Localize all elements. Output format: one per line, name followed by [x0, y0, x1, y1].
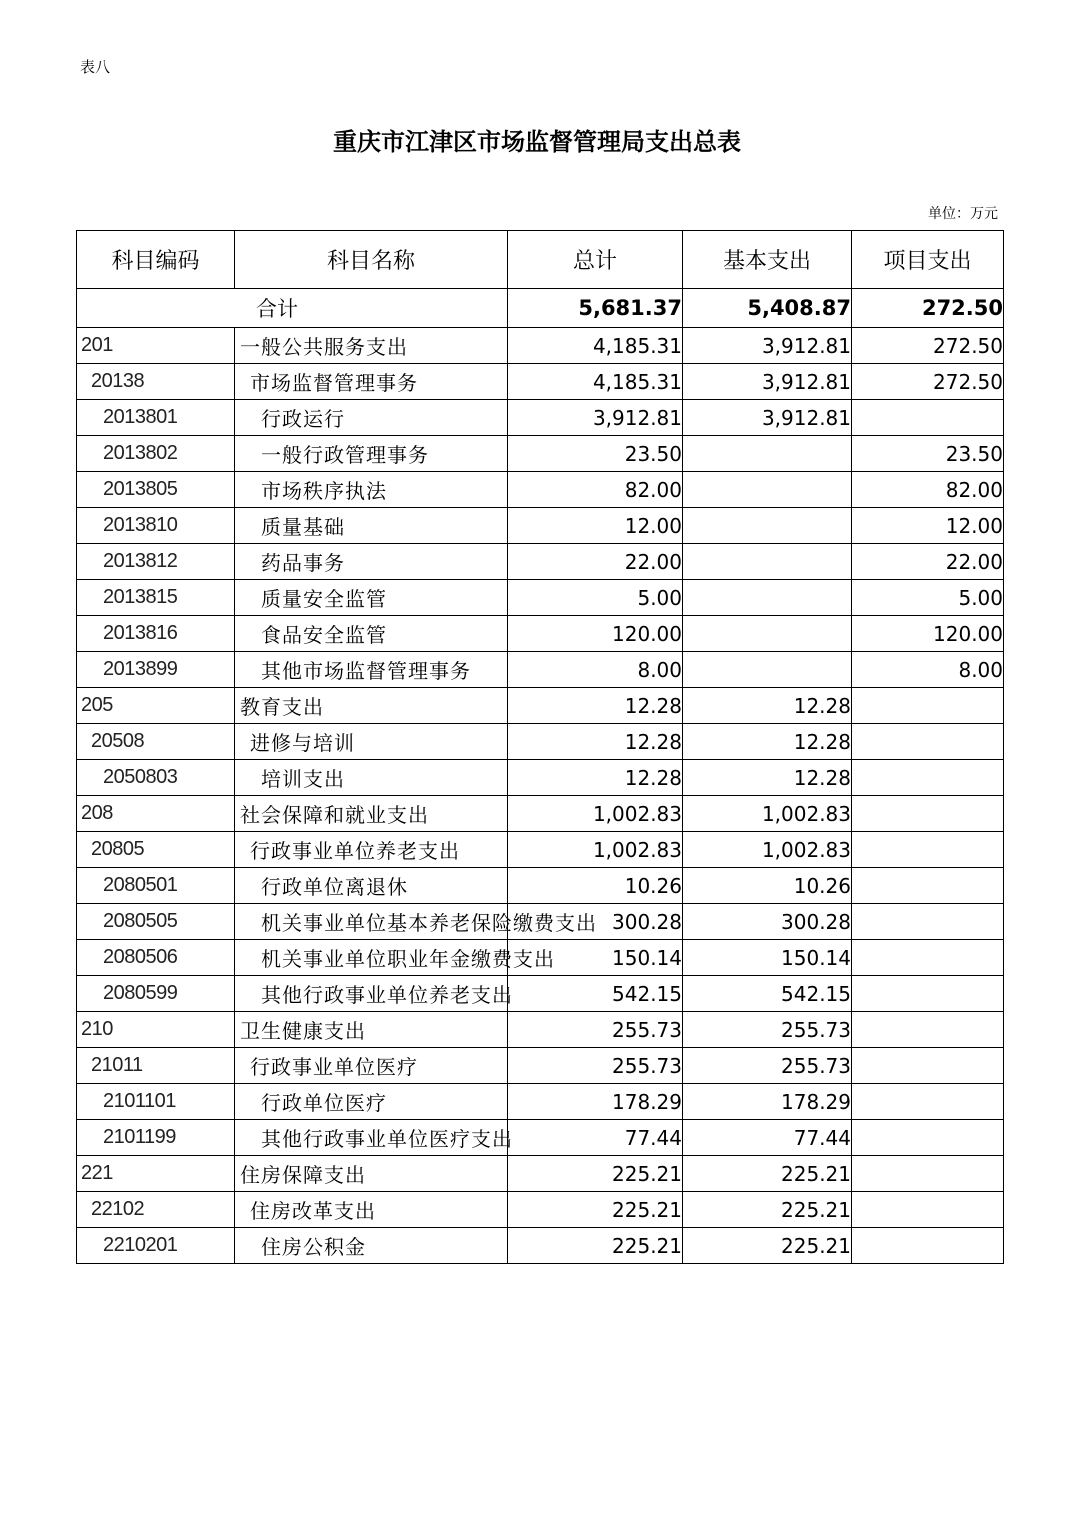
row-name: 药品事务	[235, 544, 508, 580]
row-name: 市场监督管理事务	[235, 364, 508, 400]
row-code: 205	[77, 688, 235, 724]
row-basic: 255.73	[683, 1048, 852, 1084]
row-code: 2080506	[77, 940, 235, 976]
row-total: 300.28	[508, 904, 683, 940]
row-name: 机关事业单位基本养老保险缴费支出	[235, 904, 508, 940]
total-amount: 5,681.37	[508, 289, 683, 328]
row-basic: 225.21	[683, 1228, 852, 1264]
row-basic: 225.21	[683, 1156, 852, 1192]
row-project	[852, 868, 1004, 904]
row-code: 21011	[77, 1048, 235, 1084]
total-basic: 5,408.87	[683, 289, 852, 328]
row-name: 住房改革支出	[235, 1192, 508, 1228]
row-basic	[683, 652, 852, 688]
row-code: 2080501	[77, 868, 235, 904]
row-project	[852, 688, 1004, 724]
row-code: 2080505	[77, 904, 235, 940]
row-project: 272.50	[852, 364, 1004, 400]
row-total: 10.26	[508, 868, 683, 904]
row-project: 22.00	[852, 544, 1004, 580]
row-name: 行政单位离退休	[235, 868, 508, 904]
row-code: 221	[77, 1156, 235, 1192]
row-project	[852, 760, 1004, 796]
table-row	[77, 1012, 1004, 1048]
row-project: 23.50	[852, 436, 1004, 472]
table-row	[77, 760, 1004, 796]
row-total: 3,912.81	[508, 400, 683, 436]
row-basic: 300.28	[683, 904, 852, 940]
table-row	[77, 616, 1004, 652]
row-basic: 255.73	[683, 1012, 852, 1048]
row-name: 一般行政管理事务	[235, 436, 508, 472]
row-basic: 12.28	[683, 760, 852, 796]
table-row	[77, 436, 1004, 472]
row-project: 120.00	[852, 616, 1004, 652]
row-name: 社会保障和就业支出	[235, 796, 508, 832]
row-code: 2013899	[77, 652, 235, 688]
row-project: 272.50	[852, 328, 1004, 364]
table-row	[77, 580, 1004, 616]
row-project	[852, 1084, 1004, 1120]
row-total: 5.00	[508, 580, 683, 616]
row-code: 2013801	[77, 400, 235, 436]
row-project: 5.00	[852, 580, 1004, 616]
row-basic	[683, 580, 852, 616]
row-name: 行政事业单位医疗	[235, 1048, 508, 1084]
row-code: 2013810	[77, 508, 235, 544]
row-basic: 12.28	[683, 724, 852, 760]
row-code: 20805	[77, 832, 235, 868]
row-name: 机关事业单位职业年金缴费支出	[235, 940, 508, 976]
row-total: 4,185.31	[508, 328, 683, 364]
row-name: 行政运行	[235, 400, 508, 436]
table-row	[77, 1084, 1004, 1120]
row-total: 178.29	[508, 1084, 683, 1120]
row-project	[852, 976, 1004, 1012]
row-code: 2013812	[77, 544, 235, 580]
row-code: 2050803	[77, 760, 235, 796]
row-name: 进修与培训	[235, 724, 508, 760]
row-code: 20508	[77, 724, 235, 760]
table-row	[77, 724, 1004, 760]
table-row	[77, 976, 1004, 1012]
row-project	[852, 724, 1004, 760]
row-code: 210	[77, 1012, 235, 1048]
table-row	[77, 508, 1004, 544]
sheet-label: 表八	[80, 58, 111, 76]
table-row	[77, 544, 1004, 580]
row-name: 其他行政事业单位医疗支出	[235, 1120, 508, 1156]
row-code: 2013805	[77, 472, 235, 508]
table-row	[77, 940, 1004, 976]
row-basic: 12.28	[683, 688, 852, 724]
row-code: 2101101	[77, 1084, 235, 1120]
table-row	[77, 400, 1004, 436]
row-name: 质量安全监管	[235, 580, 508, 616]
table-row	[77, 688, 1004, 724]
row-total: 150.14	[508, 940, 683, 976]
expenditure-table	[76, 230, 1004, 1264]
header-total: 总计	[508, 231, 683, 289]
row-basic: 150.14	[683, 940, 852, 976]
row-project	[852, 832, 1004, 868]
row-total: 542.15	[508, 976, 683, 1012]
row-project	[852, 1012, 1004, 1048]
row-total: 82.00	[508, 472, 683, 508]
row-name: 其他市场监督管理事务	[235, 652, 508, 688]
row-project	[852, 1048, 1004, 1084]
row-total: 255.73	[508, 1012, 683, 1048]
row-name: 教育支出	[235, 688, 508, 724]
header-project: 项目支出	[852, 231, 1004, 289]
row-project: 8.00	[852, 652, 1004, 688]
row-total: 77.44	[508, 1120, 683, 1156]
row-total: 12.28	[508, 724, 683, 760]
row-total: 22.00	[508, 544, 683, 580]
row-total: 4,185.31	[508, 364, 683, 400]
unit-label: 单位：万元	[928, 206, 998, 222]
row-code: 20138	[77, 364, 235, 400]
row-project: 82.00	[852, 472, 1004, 508]
header-row	[77, 231, 1004, 289]
row-basic	[683, 436, 852, 472]
row-basic: 3,912.81	[683, 364, 852, 400]
row-total: 1,002.83	[508, 832, 683, 868]
row-name: 培训支出	[235, 760, 508, 796]
total-row	[77, 289, 1004, 328]
row-name: 住房公积金	[235, 1228, 508, 1264]
page-title: 重庆市江津区市场监督管理局支出总表	[333, 127, 741, 156]
row-basic	[683, 616, 852, 652]
row-code: 22102	[77, 1192, 235, 1228]
row-total: 8.00	[508, 652, 683, 688]
table-row	[77, 832, 1004, 868]
total-project: 272.50	[852, 289, 1004, 328]
row-project	[852, 1156, 1004, 1192]
row-name: 其他行政事业单位养老支出	[235, 976, 508, 1012]
row-code: 2210201	[77, 1228, 235, 1264]
table-row	[77, 1120, 1004, 1156]
table-row	[77, 904, 1004, 940]
row-project	[852, 400, 1004, 436]
table-row	[77, 1156, 1004, 1192]
table-row	[77, 328, 1004, 364]
row-basic: 1,002.83	[683, 796, 852, 832]
row-total: 12.00	[508, 508, 683, 544]
row-basic: 1,002.83	[683, 832, 852, 868]
row-basic: 77.44	[683, 1120, 852, 1156]
table-row	[77, 1192, 1004, 1228]
row-project	[852, 940, 1004, 976]
row-code: 2101199	[77, 1120, 235, 1156]
row-project	[852, 1192, 1004, 1228]
row-basic: 10.26	[683, 868, 852, 904]
header-code: 科目编码	[77, 231, 235, 289]
row-project	[852, 796, 1004, 832]
row-total: 120.00	[508, 616, 683, 652]
row-project	[852, 1228, 1004, 1264]
row-total: 12.28	[508, 688, 683, 724]
row-basic: 3,912.81	[683, 400, 852, 436]
row-code: 2013816	[77, 616, 235, 652]
row-total: 255.73	[508, 1048, 683, 1084]
row-basic: 542.15	[683, 976, 852, 1012]
total-label: 合计	[77, 289, 508, 328]
row-basic: 178.29	[683, 1084, 852, 1120]
row-total: 225.21	[508, 1156, 683, 1192]
table-row	[77, 796, 1004, 832]
table-row	[77, 652, 1004, 688]
row-total: 225.21	[508, 1228, 683, 1264]
row-total: 12.28	[508, 760, 683, 796]
row-project	[852, 1120, 1004, 1156]
row-total: 225.21	[508, 1192, 683, 1228]
row-code: 201	[77, 328, 235, 364]
row-basic: 225.21	[683, 1192, 852, 1228]
row-name: 质量基础	[235, 508, 508, 544]
table-row	[77, 868, 1004, 904]
row-name: 行政单位医疗	[235, 1084, 508, 1120]
row-name: 住房保障支出	[235, 1156, 508, 1192]
header-basic: 基本支出	[683, 231, 852, 289]
row-name: 一般公共服务支出	[235, 328, 508, 364]
row-basic	[683, 508, 852, 544]
row-name: 市场秩序执法	[235, 472, 508, 508]
row-name: 卫生健康支出	[235, 1012, 508, 1048]
row-code: 2013815	[77, 580, 235, 616]
table-row	[77, 364, 1004, 400]
row-code: 208	[77, 796, 235, 832]
table-row	[77, 1228, 1004, 1264]
table-row	[77, 472, 1004, 508]
row-project	[852, 904, 1004, 940]
row-total: 1,002.83	[508, 796, 683, 832]
row-project: 12.00	[852, 508, 1004, 544]
row-basic	[683, 544, 852, 580]
row-name: 食品安全监管	[235, 616, 508, 652]
row-name: 行政事业单位养老支出	[235, 832, 508, 868]
header-name: 科目名称	[235, 231, 508, 289]
row-code: 2013802	[77, 436, 235, 472]
row-basic: 3,912.81	[683, 328, 852, 364]
row-code: 2080599	[77, 976, 235, 1012]
table-row	[77, 1048, 1004, 1084]
row-basic	[683, 472, 852, 508]
row-total: 23.50	[508, 436, 683, 472]
